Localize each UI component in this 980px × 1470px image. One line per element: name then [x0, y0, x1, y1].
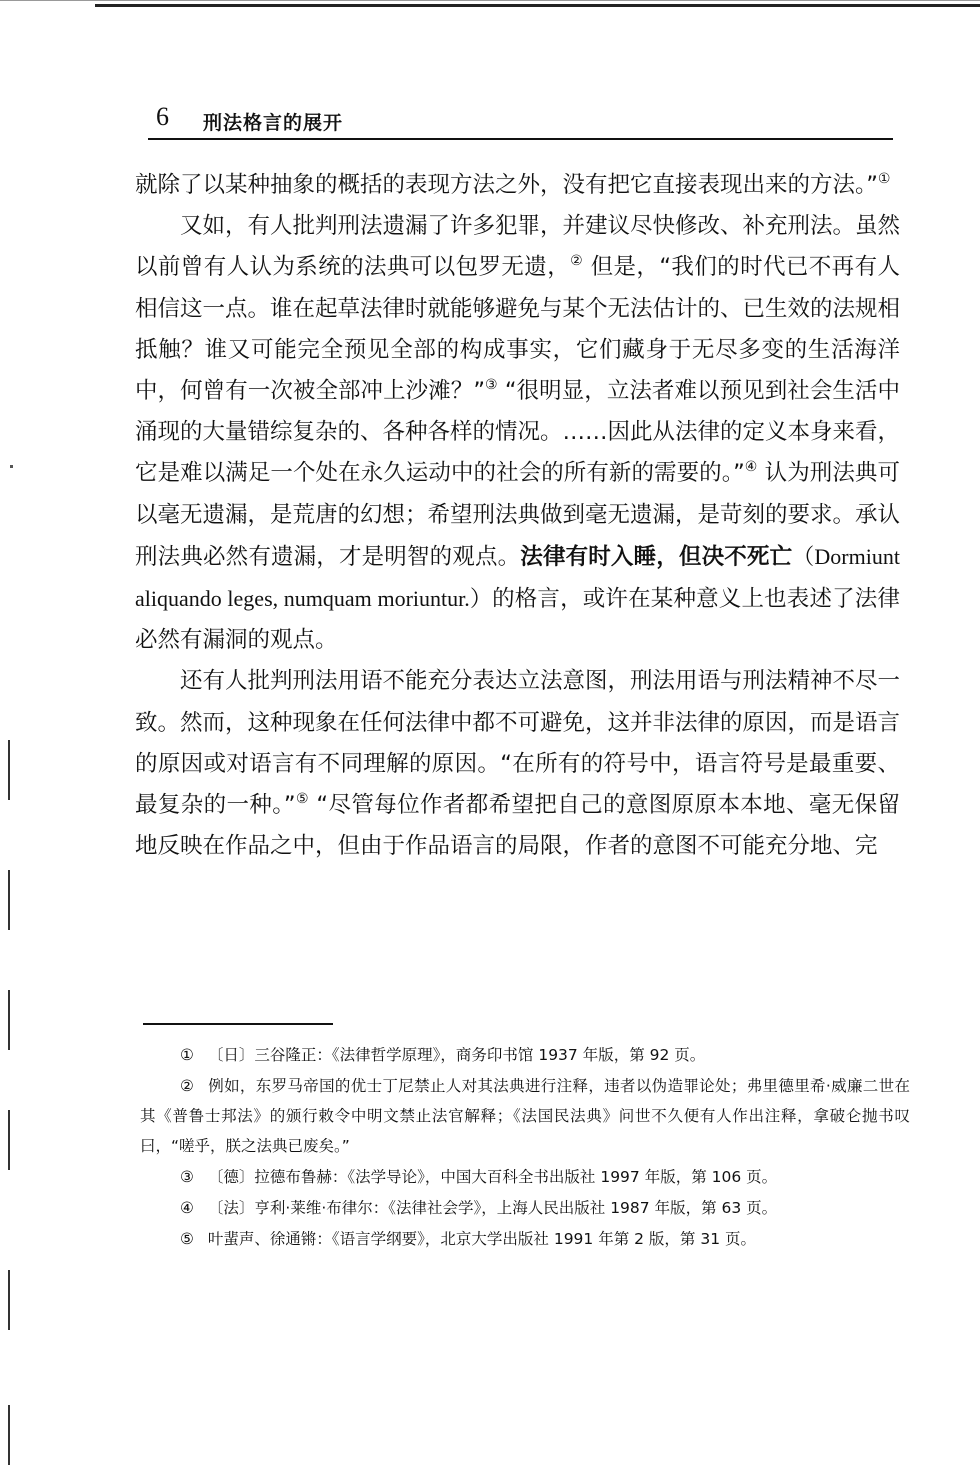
p2-text-1: 又如，有人批判刑法遗漏了许多犯罪，并建议尽快修改、补充刑法。虽然以前曾有人认为系统的法典可以包罗无遗， — [135, 213, 901, 281]
body-text — [135, 165, 900, 867]
footnote-mark-5: ⑤ — [180, 1230, 194, 1248]
footnote-text-5: 叶蜚声、徐通锵：《语言学纲要》，北京大学出版社 1991 年第 2 版，第 31 页。 — [207, 1230, 757, 1248]
footnote-4 — [140, 1193, 910, 1223]
footnote-mark-1: ① — [180, 1046, 194, 1064]
footnote-mark-3: ③ — [180, 1168, 194, 1186]
scan-edge-mark-5 — [8, 1270, 10, 1330]
p3-text-1: 还有人批判刑法用语不能充分表达立法意图，刑法用语与刑法精神不尽一致。然而，这种现象在任何法律中都不可避免，这并非法律的原因，而是语言的原因或对语言有不同理解的原因。“在所有的符号中，语言符号是最重要、最复杂的一种。” — [135, 668, 901, 819]
footnote-1 — [140, 1040, 910, 1070]
footnote-text-3: 〔德〕拉德布鲁赫：《法学导论》，中国大百科全书出版社 1997 年版，第 106 页。 — [207, 1168, 778, 1186]
p1-text: 就除了以某种抽象的概括的表现方法之外，没有把它直接表现出来的方法。” — [135, 172, 878, 198]
scan-speck — [10, 465, 13, 468]
p2-text-2: 但是，“我们的时代已不再有人相信这一点。谁在起草法律时就能够避免与某个无法估计的、已生效的法规相抵触？谁又可能完全预见全部的构成事实，它们藏身于无尽多变的生活海洋中，何曾有一次被全部冲上沙滩？” — [135, 254, 901, 405]
p2-text-5: 的格言，或许在某种意义上也表述了法律必然有漏洞的观点。 — [135, 586, 900, 654]
footnote-text-4: 〔法〕亨利·莱维·布律尔：《法律社会学》，上海人民出版社 1987 年版，第 63 页。 — [207, 1199, 778, 1217]
running-title: 刑法格言的展开 — [203, 112, 344, 134]
maxim-latin: （Dormiunt aliquando leges, numquam moriuntur.） — [135, 543, 900, 612]
footnote-ref-2: ② — [570, 253, 584, 270]
scan-edge-mark-3 — [8, 990, 10, 1050]
footnote-divider — [143, 1023, 333, 1025]
footnote-text-2: 例如，东罗马帝国的优士丁尼禁止人对其法典进行注释，违者以伪造罪论处；弗里德里希·威廉二世在其《普鲁士邦法》的颁行敕令中明文禁止法官解释；《法国民法典》问世不久便有人作出注释，拿破仑抛书叹曰，“嗟乎，朕之法典已废矣。” — [140, 1077, 910, 1155]
footnote-2 — [140, 1071, 910, 1161]
footnote-ref-5: ⑤ — [295, 791, 309, 808]
paragraph-2 — [135, 206, 900, 661]
page-header — [148, 100, 893, 140]
p2-text-3: “很明显，立法者难以预见到社会生活中涌现的大量错综复杂的、各种各样的情况。……因此从法律的定义本身来看，它是难以满足一个处在永久运动中的社会的所有新的需要的。” — [135, 378, 901, 487]
maxim-bold: 法律有时入睡，但决不死亡 — [520, 543, 793, 570]
footnote-ref-4: ④ — [744, 459, 758, 476]
footnote-mark-2: ② — [180, 1077, 195, 1095]
paragraph-1 — [135, 165, 900, 206]
p2-text-4: 认为刑法典可以毫无遗漏，是荒唐的幻想；希望刑法典做到毫无遗漏，是苛刻的要求。承认刑法典必然有遗漏，才是明智的观点。 — [135, 460, 901, 570]
footnote-mark-4: ④ — [180, 1199, 194, 1217]
footnote-ref-1: ① — [877, 171, 891, 187]
scan-edge-mark-2 — [8, 870, 10, 930]
footnote-5 — [140, 1224, 910, 1254]
footnote-3 — [140, 1162, 910, 1192]
page-number: 6 — [156, 102, 169, 131]
scan-edge-mark-4 — [8, 1110, 10, 1170]
scan-top-rule — [95, 4, 980, 7]
scan-edge-mark-6 — [8, 1405, 10, 1465]
footnote-ref-3: ③ — [485, 377, 498, 394]
scan-top-edge — [0, 0, 980, 1]
footnote-text-1: 〔日〕三谷隆正：《法律哲学原理》，商务印书馆 1937 年版，第 92 页。 — [207, 1046, 706, 1064]
p3-text-2: “尽管每位作者都希望把自己的意图原原本本地、毫无保留地反映在作品之中，但由于作品语言的局限，作者的意图不可能充分地、完 — [135, 792, 900, 860]
footnotes — [140, 1040, 910, 1255]
scan-edge-mark-1 — [8, 740, 10, 800]
paragraph-3 — [135, 661, 900, 867]
